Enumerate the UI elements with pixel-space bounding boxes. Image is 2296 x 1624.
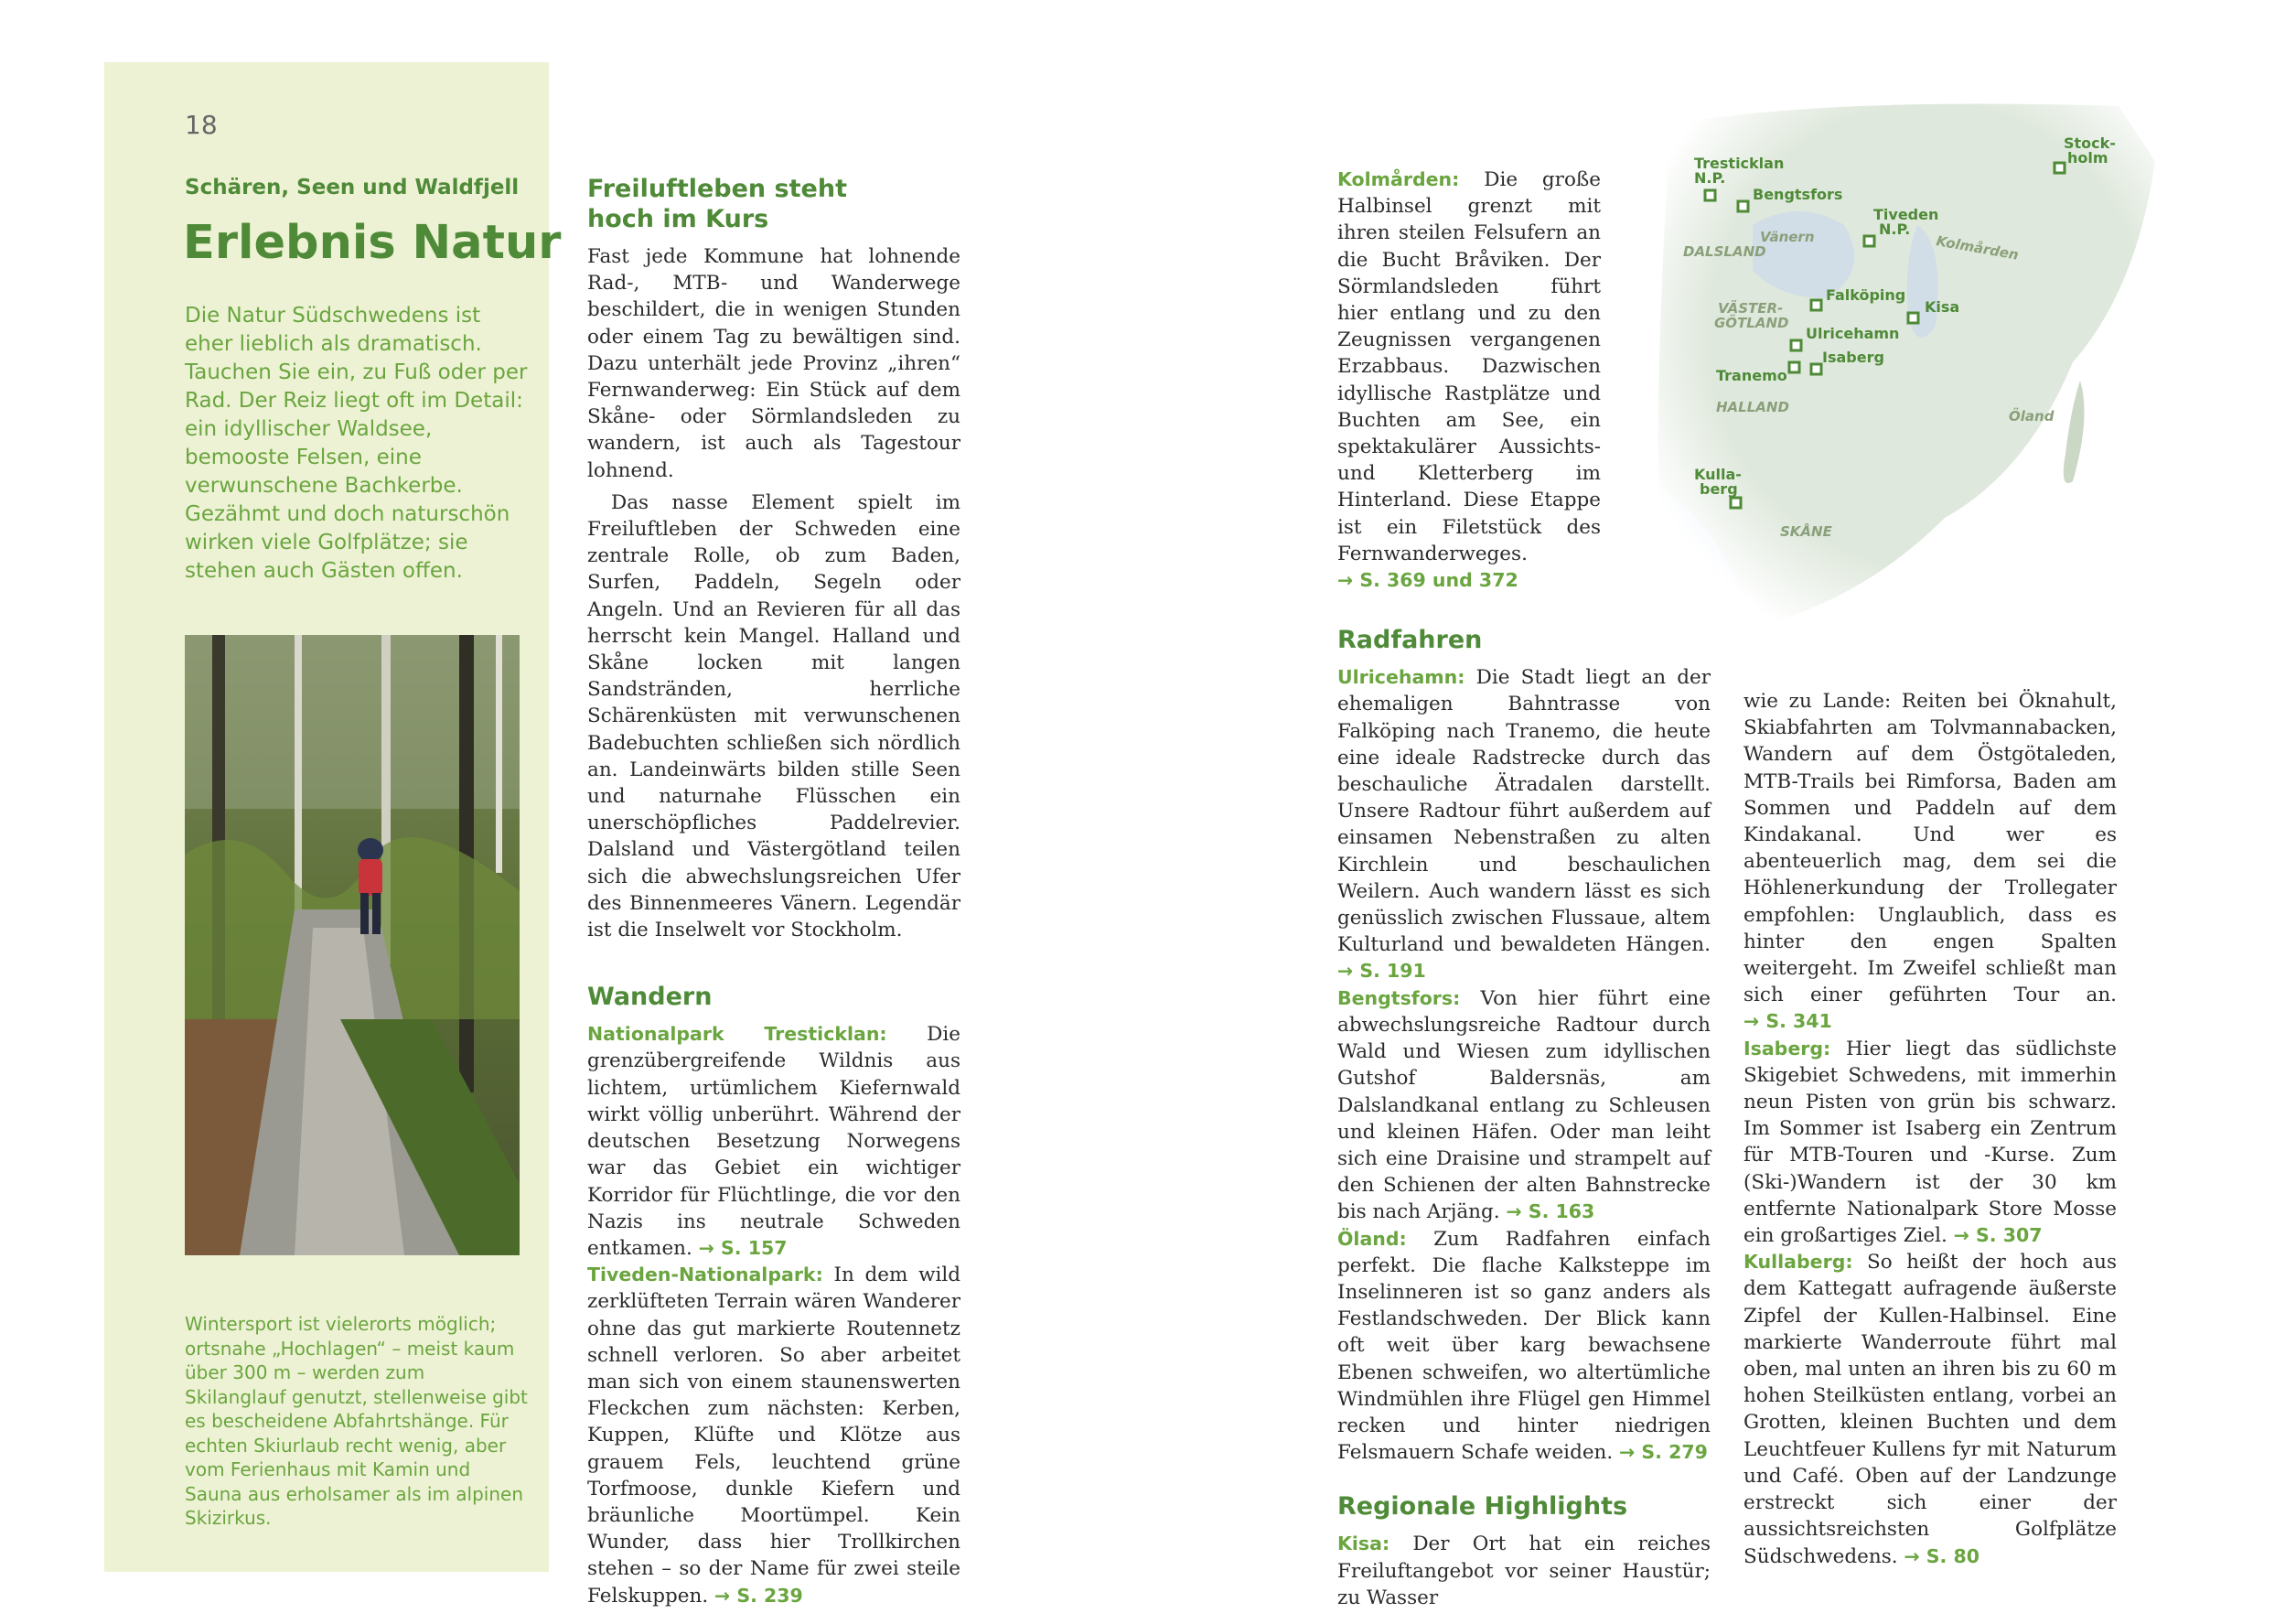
term-oland: Öland: <box>1337 1227 1407 1250</box>
entry-ulricehamn <box>1337 664 1711 984</box>
heading-wandern: Wandern <box>587 983 713 1012</box>
photo-caption: Wintersport ist vielerorts möglich; ortsnahe „Hochlagen“ – meist kaum über 300 m – werden zum Skilanglauf genutzt, stellenweise gibt es bescheidene Abfahrtshänge. Für echten Skiurlaub recht wenig, aber vom Ferienhaus mit Kamin und Sauna aus erholsamer als im alpinen Skizirkus. <box>185 1313 528 1529</box>
entry-tiveden <box>587 1262 960 1609</box>
column-freiluftleben <box>587 174 960 1609</box>
ref-s279[interactable]: → S. 279 <box>1619 1441 1708 1464</box>
map-label-tiveden: Tiveden <box>1873 206 1939 223</box>
text-tresticklan: Die grenzübergreifende Wildnis aus lichtem, urtümlichem Kiefernwald wirkt völlig unberührt. Während der deutschen Besetzung Norwegens war das Gebiet ein wichtiger Korridor für Flüchtlinge, die vor den Nazis ins neutrale Schweden entkamen. <box>587 1023 960 1260</box>
text-bengtsfors: Von hier führt eine abwechslungsreiche Radtour durch Wald und Wiesen zum idyllischen Gutshof Baldersnäs, am Dalslandkanal entlang zu Schleusen und kleinen Häfen. Oder man leiht sich eine Draisine und strampelt auf den Schienen der alten Bahnstrecke bis nach Arjäng. <box>1337 986 1711 1224</box>
forest-trail-photo <box>185 635 520 1255</box>
entry-kisa <box>1337 1531 1711 1611</box>
text-isaberg: Hier liegt das südlichste Skigebiet Schwedens, mit immerhin neun Pisten von grün bis schwarz. Im Sommer ist Isaberg ein Zentrum für MTB-Touren und -Kurse. Zum (Ski-)Wandern ist der 30 km entfernte Nationalpark Store Mosse ein großartiges Ziel. <box>1743 1037 2117 1248</box>
region-map <box>1643 88 2164 637</box>
marker-bengtsfors <box>1738 201 1748 211</box>
term-kullaberg: Kullaberg: <box>1743 1251 1853 1274</box>
marker-kullaberg <box>1731 498 1741 508</box>
hiker-forest-image <box>185 635 520 1255</box>
map-label-holm: holm <box>2067 149 2108 167</box>
entry-bengtsfors <box>1337 985 1711 1226</box>
map-label-isaberg: Isaberg <box>1822 349 1884 366</box>
entry-kisa-cont <box>1743 688 2117 1036</box>
page-title: Erlebnis Natur <box>183 216 562 270</box>
map-label-tresticklan: Tresticklan <box>1694 155 1785 172</box>
ref-s157[interactable]: → S. 157 <box>698 1236 788 1259</box>
south-sweden-map <box>1643 88 2164 637</box>
ref-s307[interactable]: → S. 307 <box>1953 1224 2043 1247</box>
map-label-np1: N.P. <box>1694 169 1726 187</box>
term-isaberg: Isaberg: <box>1743 1037 1831 1059</box>
entry-kullaberg <box>1743 1249 2117 1569</box>
heading-highlights: Regionale Highlights <box>1337 1492 1628 1522</box>
map-label-falkoping: Falköping <box>1826 286 1906 304</box>
term-tresticklan: Nationalpark Tresticklan: <box>587 1023 887 1046</box>
map-label-kisa: Kisa <box>1925 298 1960 316</box>
text-kisa: Der Ort hat ein reiches Freiluftangebot vor seiner Haustür; zu Wasser <box>1337 1533 1711 1609</box>
sidebar-panel <box>104 62 562 1572</box>
ref-s191[interactable]: → S. 191 <box>1337 960 1426 983</box>
ref-s369[interactable]: → S. 369 und 372 <box>1337 569 1518 592</box>
map-label-bengtsfors: Bengtsfors <box>1753 186 1843 203</box>
column-highlights-cont <box>1743 688 2117 1570</box>
map-label-kolmarden: Kolmården <box>1935 232 2021 263</box>
marker-isaberg <box>1811 364 1821 374</box>
term-bengtsfors: Bengtsfors: <box>1337 986 1461 1009</box>
marker-ulricehamn <box>1791 340 1801 350</box>
map-label-tranemo: Tranemo <box>1716 367 1787 384</box>
term-kolmarden: Kolmården: <box>1337 168 1460 190</box>
text-tiveden: In dem wild zerklüfteten Terrain wären Wanderer ohne das gut markierte Routennetz schnell verloren. So aber arbeitet man sich von einem staunenswerten Fleckchen zum nächsten: Kerben, Kuppen, Klüfte und Klötze aus grauem Fels, leuchtend grüne Torfmoose, dunkle Kiefern und bräunliche Moortümpel. Kein Wunder, dass hier Trollkirchen stehen – so der Name für zwei steile Felskuppen. <box>587 1264 960 1608</box>
entry-kolmarden <box>1337 167 1601 594</box>
ref-s80[interactable]: → S. 80 <box>1904 1544 1979 1567</box>
map-label-kulla: Kulla- <box>1694 466 1742 483</box>
marker-tresticklan <box>1705 190 1715 200</box>
term-ulricehamn: Ulricehamn: <box>1337 666 1465 689</box>
map-region-dalsland: DALSLAND <box>1683 243 1766 260</box>
term-kisa: Kisa: <box>1337 1533 1390 1555</box>
para-nasse-element: Das nasse Element spielt im Freiluftleben der Schweden eine zentrale Rolle, ob zum Baden, Surfen, Paddeln, Segeln oder Angeln. Und an Revieren für all das herrscht kein Mangel. Halland und Skåne locken mit langen Sandstränden, herrliche Schärenküsten mit verwunschenen Badebuchten schließen sich nördlich an. Landeinwärts bilden stille Seen und naturnahe Flüsschen ein unerschöpfliches Paddelrevier. Dalsland und Västergötland teilen sich die abwechslungsreichen Ufer des Binnenmeeres Vänern. Legendär ist die Inselwelt vor Stockholm. <box>587 490 960 942</box>
marker-kisa <box>1908 313 1918 323</box>
page-number: 18 <box>185 110 218 140</box>
text-kolmarden: Die große Halbinsel grenzt mit ihren steilen Felsufern an die Bucht Bråviken. Der Sörmlandsleden führt hier entlang und zu den Zeugnissen vergangenen Erzabbaus. Dazwischen idyllische Rastplätze und Buchten am See, ein spektakulärer Aussichts- und Kletterberg im Hinterland. Diese Etappe ist ein Filetstück des Fernwanderweges. <box>1337 168 1601 565</box>
entry-oland <box>1337 1226 1711 1467</box>
text-ulricehamn: Die Stadt liegt an der ehemaligen Bahntrasse von Falköping nach Tranemo, die heute eine ideale Radstrecke durch das beschauliche Ätradalen darstellt. Unsere Radtour führt außerdem auf einsamen Nebenstraßen zu alten Kirchlein und beschaulichen Weilern. Auch wandern lässt es sich genüsslich zwischen Flussaue, altem Kulturland und bewaldeten Hängen. <box>1337 666 1711 957</box>
ref-s239[interactable]: → S. 239 <box>714 1584 803 1607</box>
entry-tresticklan <box>587 1021 960 1262</box>
para-kommune: Fast jede Kommune hat lohnende Rad-, MTB- und Wanderwege beschildert, die in wenigen Stunden oder einem Tag zu bewältigen sind. Dazu unterhält jede Provinz „ihren“ Fernwanderweg: Ein Stück auf dem Skåne- oder Sörmlandsleden zu wandern, ist auch als Tagestour lohnend. <box>587 245 960 482</box>
marker-tranemo <box>1789 362 1799 372</box>
text-oland: Zum Radfahren einfach perfekt. Die flache Kalksteppe im Inselinneren ist so ganz anders als Festlandschweden. Der Blick kann oft weit über karg bewachsene Ebenen schweifen, wo altertümliche Windmühlen ihre Flügel gen Himmel recken und hinter niedrigen Felsmauern Schafe weiden. <box>1337 1227 1711 1465</box>
term-tiveden: Tiveden-Nationalpark: <box>587 1264 823 1286</box>
map-label-ulricehamn: Ulricehamn <box>1806 325 1900 342</box>
map-region-halland: HALLAND <box>1716 399 1789 415</box>
heading-radfahren: Radfahren <box>1337 626 1483 655</box>
ref-s341[interactable]: → S. 341 <box>1743 1010 1832 1033</box>
ref-s163[interactable]: → S. 163 <box>1506 1200 1595 1223</box>
text-kisa-cont: wie zu Lande: Reiten bei Öknahult, Skiabfahrten am Tolvmannabacken, Wandern auf dem Östgötaleden, MTB-Trails bei Rimforsa, Baden am Sommen und Paddeln auf dem Kindakanal. Und wer es abenteuerlich mag, dem sei die Höhlenerkundung der Trollegater empfohlen: Unglaublich, dass es hinter den engen Spalten weitergeht. Im Zweifel schließt man sich einer geführten Tour an. <box>1743 690 2117 1007</box>
map-label-oland: Öland <box>2009 408 2055 425</box>
heading-freiluftleben: Freiluftleben steht hoch im Kurs <box>587 175 847 233</box>
section-kicker: Schären, Seen und Waldfjell <box>185 176 520 199</box>
map-region-vaster: VÄSTER- <box>1718 300 1784 317</box>
map-region-gotland: GÖTLAND <box>1714 315 1789 331</box>
marker-stockholm <box>2055 163 2065 173</box>
entry-isaberg <box>1743 1036 2117 1250</box>
map-region-skane: SKÅNE <box>1780 523 1832 540</box>
intro-text: Die Natur Südschwedens ist eher lieblich als dramatisch. Tauchen Sie ein, zu Fuß oder per Rad. Der Reiz liegt oft im Detail: ein idyllischer Waldsee, bemooste Felsen, eine verwunschene Bachkerbe. Gezähmt und doch naturschön wirken viele Golfplätze; sie stehen auch Gästen offen. <box>185 304 528 583</box>
text-kullaberg: So heißt der hoch aus dem Kattegatt aufragende äußerste Zipfel der Kullen-Halbinsel. Eine markierte Wanderroute führt mal oben, mal unten an ihren bis zu 60 m hohen Steilküsten entlang, vorbei an Grotten, kleinen Buchten und dem Leuchtfeuer Kullens fyr mit Naturum und Café. Oben auf der Landzunge erstreckt sich einer der aussichtsreichsten Golfplätze Südschwedens. <box>1743 1251 2117 1568</box>
marker-tiveden <box>1864 236 1874 246</box>
map-label-berg: berg <box>1700 480 1738 498</box>
map-label-np2: N.P. <box>1879 220 1911 238</box>
marker-falkoping <box>1811 300 1821 310</box>
map-label-stock: Stock- <box>2064 134 2116 152</box>
map-lake-vanern: Vänern <box>1760 229 1815 245</box>
